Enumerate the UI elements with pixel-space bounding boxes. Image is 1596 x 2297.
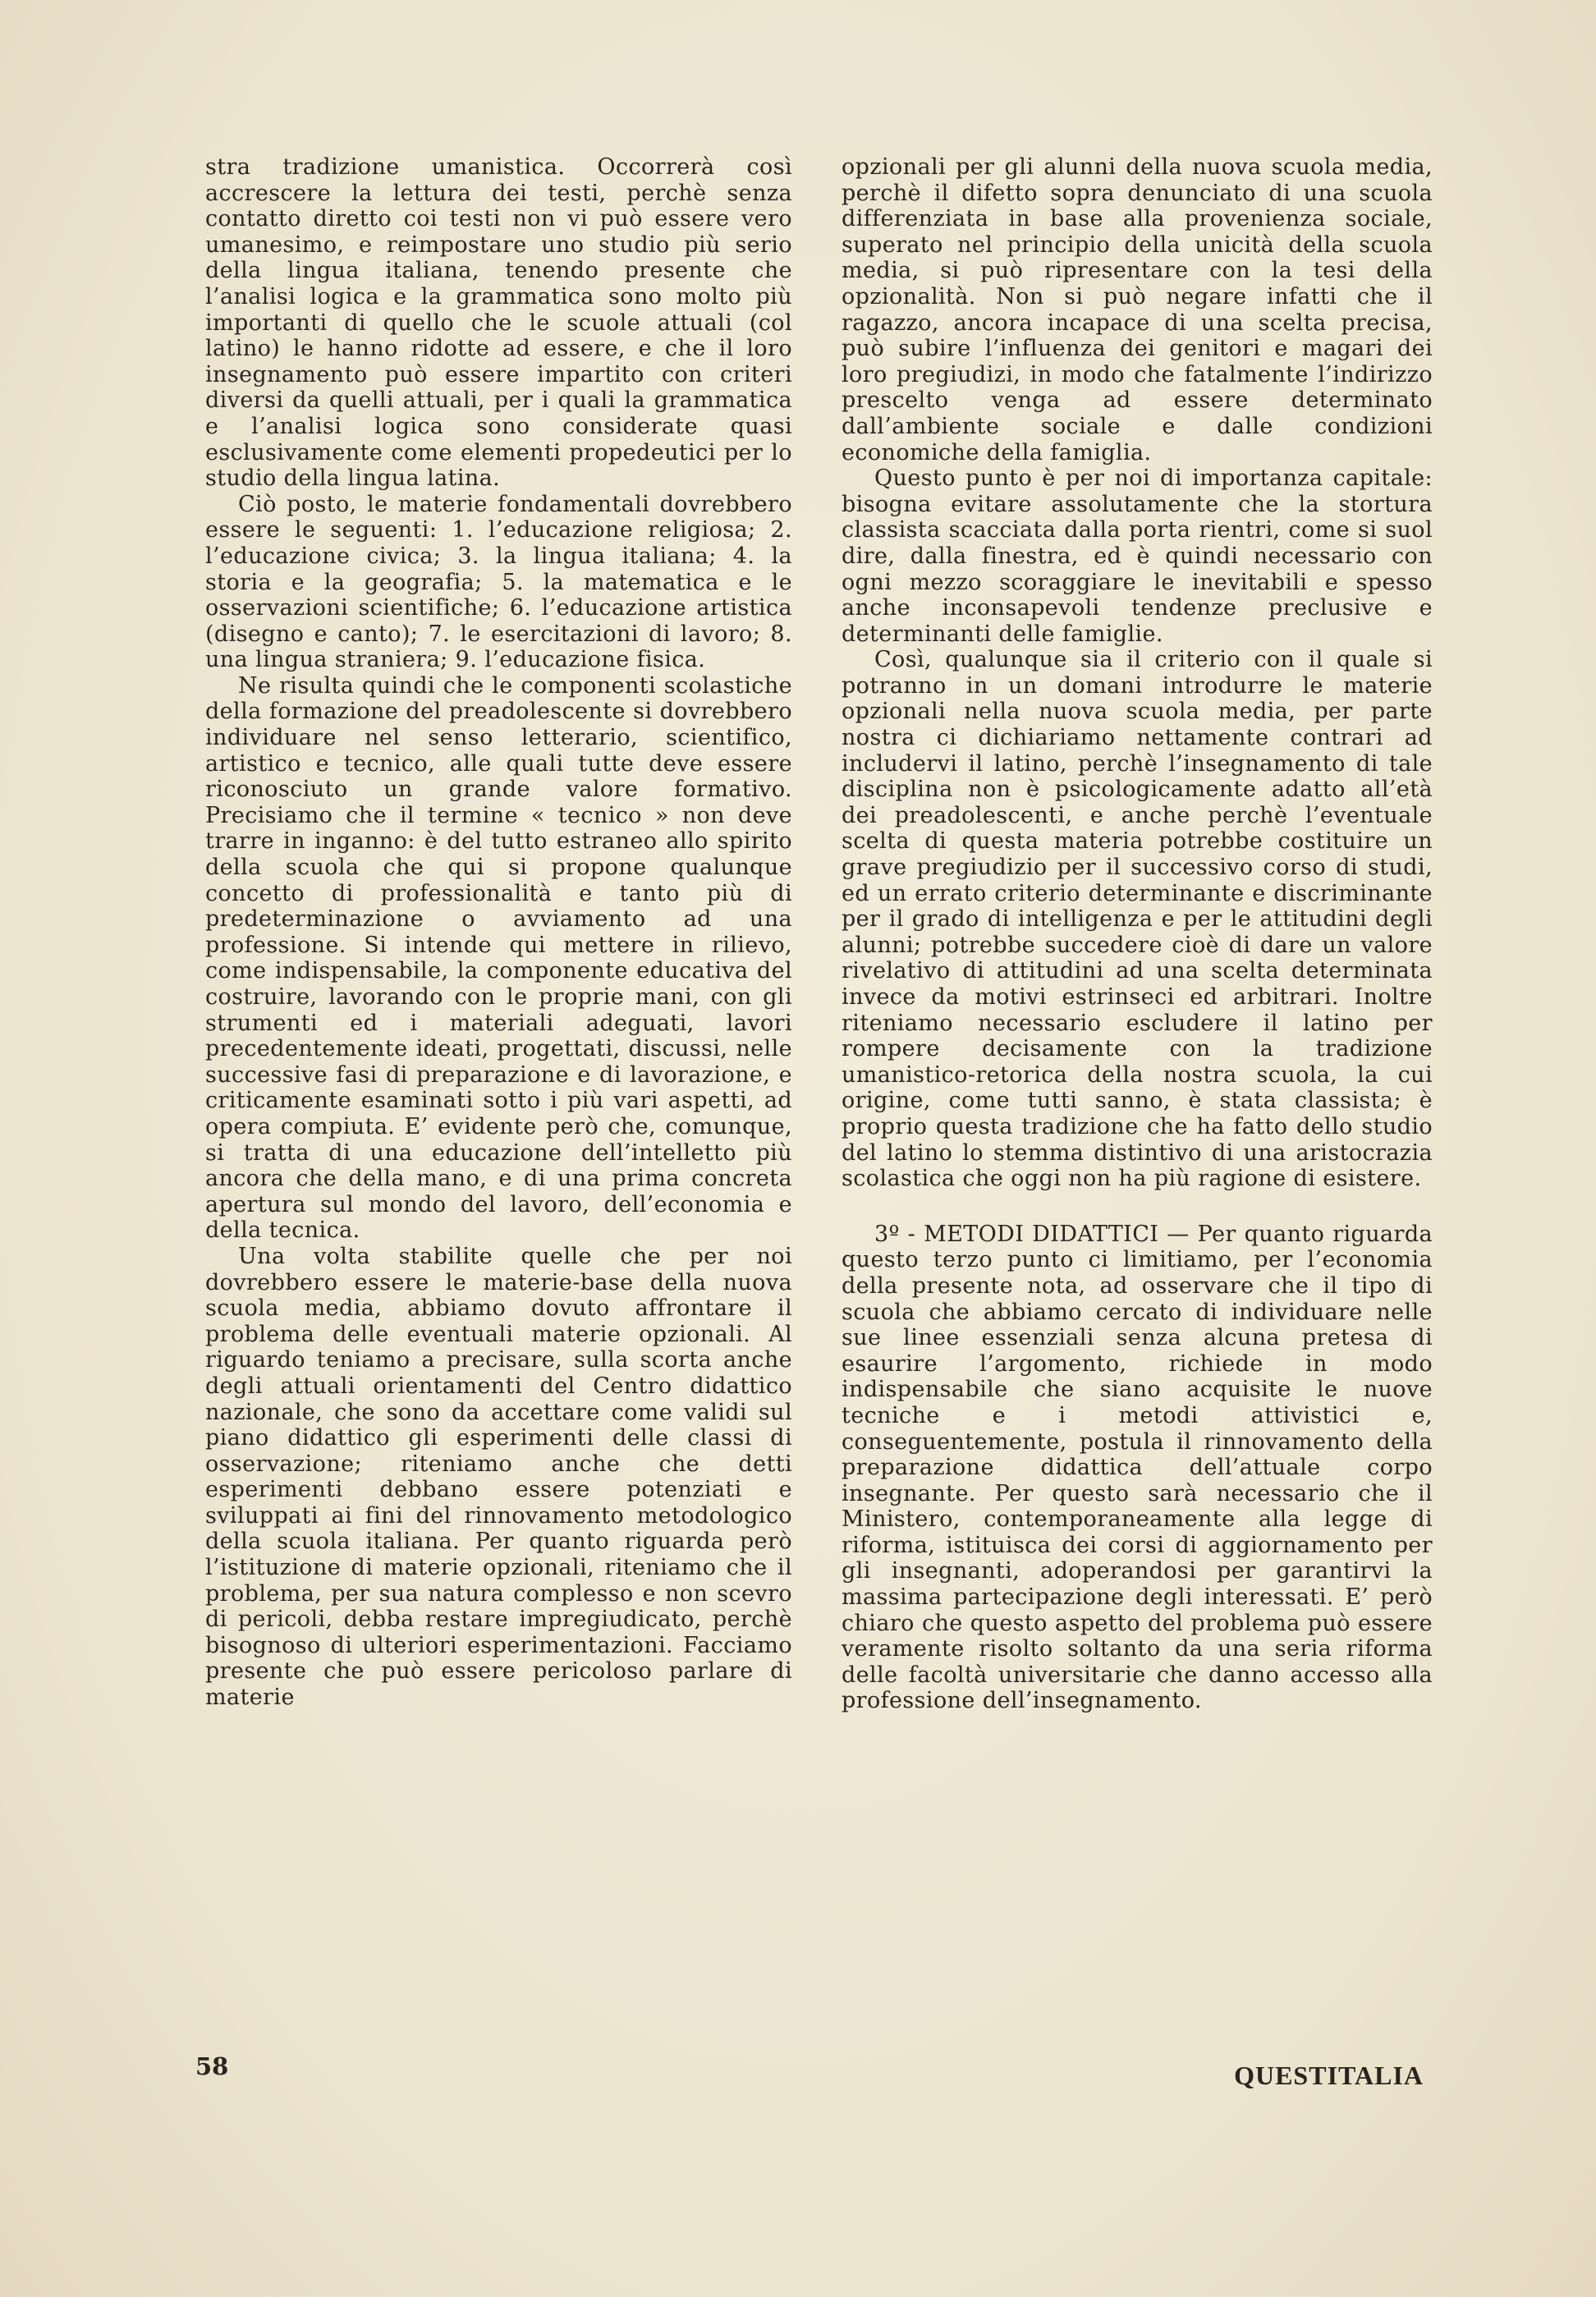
section-paragraph: 3º - METODI DIDATTICI — Per quanto riguarda questo terzo punto ci limitiamo, per l’economia della presente nota, ad osservare che il tipo di scuola che abbiamo cercato di individuare nelle sue linee essenziali senza alcuna pretesa di esaurire l’argomento, richiede in modo indispensabile che siano acquisite le nuove tecniche e i metodi attivistici e, conseguentemente, postula il rinnovamento della preparazione didattica dell’attuale corpo insegnante. Per questo sarà necessario che il Ministero, contemporaneamente alla legge di riforma, istituisca dei corsi di aggiornamento per gli insegnanti, adoperandosi per garantirvi la massima partecipazione degli interessati. E’ però chiaro che questo aspetto del problema può essere veramente risolto soltanto da una seria riforma delle facoltà universitarie che danno accesso alla professione dell’insegnamento. (842, 1221, 1433, 1714)
right-column (842, 154, 1433, 1714)
magazine-name: QUESTITALIA (1234, 2061, 1424, 2090)
left-column (205, 154, 792, 1711)
paragraph: Una volta stabilite quelle che per noi dovrebbero essere le materie-base della nuova scuola media, abbiamo dovuto affrontare il problema delle eventuali materie opzionali. Al riguardo teniamo a precisare, sulla scorta anche degli attuali orientamenti del Centro didattico nazionale, che sono da accettare come validi sul piano didattico gli esperimenti delle classi di osservazione; riteniamo anche che detti esperimenti debbano essere potenziati e sviluppati ai fini del rinnovamento metodologico della scuola italiana. Per quanto riguarda però l’istituzione di materie opzionali, riteniamo che il problema, per sua natura complesso e non scevro di pericoli, debba restare impregiudicato, perchè bisognoso di ulteriori esperimentazioni. Facciamo presente che può essere pericoloso parlare di materie (205, 1243, 792, 1711)
paragraph: Ciò posto, le materie fondamentali dovrebbero essere le seguenti: 1. l’educazione religiosa; 2. l’educazione civica; 3. la lingua italiana; 4. la storia e la geografia; 5. la matematica e le osservazioni scientifiche; 6. l’educazione artistica (disegno e canto); 7. le esercitazioni di lavoro; 8. una lingua straniera; 9. l’educazione fisica. (205, 491, 792, 673)
paragraph: stra tradizione umanistica. Occorrerà così accrescere la lettura dei testi, perchè senza contatto diretto coi testi non vi può essere vero umanesimo, e reimpostare uno studio più serio della lingua italiana, tenendo presente che l’analisi logica e la grammatica sono molto più importanti di quello che le scuole attuali (col latino) le hanno ridotte ad essere, e che il loro insegnamento può essere impartito con criteri diversi da quelli attuali, per i quali la grammatica e l’analisi logica sono considerate quasi esclusivamente come elementi propedeutici per lo studio della lingua latina. (205, 154, 792, 492)
page-number: 58 (195, 2052, 229, 2080)
paragraph: Questo punto è per noi di importanza capitale: bisogna evitare assolutamente che la stortura classista scacciata dalla porta rientri, come si suol dire, dalla finestra, ed è quindi necessario con ogni mezzo scoraggiare le inevitabili e spesso anche inconsapevoli tendenze preclusive e determinanti delle famiglie. (842, 465, 1433, 647)
paragraph: Ne risulta quindi che le componenti scolastiche della formazione del preadolescente si dovrebbero individuare nel senso letterario, scientifico, artistico e tecnico, alle quali tutte deve essere riconosciuto un grande valore formativo. Precisiamo che il termine « tecnico » non deve trarre in inganno: è del tutto estraneo allo spirito della scuola che qui si propone qualunque concetto di professionalità e tanto più di predeterminazione o avviamento ad una professione. Si intende qui mettere in rilievo, come indispensabile, la componente educativa del costruire, lavorando con le proprie mani, con gli strumenti ed i materiali adeguati, lavori precedentemente ideati, progettati, discussi, nelle successive fasi di preparazione e di lavorazione, e criticamente esaminati sotto i più vari aspetti, ad opera compiuta. E’ evidente però che, comunque, si tratta di una educazione dell’intelletto più ancora che della mano, e di una prima concreta apertura sul mondo del lavoro, dell’economia e della tecnica. (205, 672, 792, 1244)
paragraph: Così, qualunque sia il criterio con il quale si potranno in un domani introdurre le materie opzionali nella nuova scuola media, per parte nostra ci dichiariamo nettamente contrari ad includervi il latino, perchè l’insegnamento di tale disciplina non è psicologicamente adatto all’età dei preadolescenti, e anche perchè l’eventuale scelta di questa materia potrebbe costituire un grave pregiudizio per il successivo corso di studi, ed un errato criterio determinante e discriminante per il grado di intelligenza e per le attitudini degli alunni; potrebbe succedere cioè di dare un valore rivelativo di attitudini ad una scelta determinata invece da motivi estrinseci ed arbitrari. Inoltre riteniamo necessario escludere il latino per rompere decisamente con la tradizione umanistico-retorica della nostra scuola, la cui origine, come tutti sanno, è stata classista; è proprio questa tradizione che ha fatto dello studio del latino lo stemma distintivo di una aristocrazia scolastica che oggi non ha più ragione di esistere. (842, 647, 1433, 1192)
paragraph: opzionali per gli alunni della nuova scuola media, perchè il difetto sopra denunciato di una scuola differenziata in base alla provenienza sociale, superato nel principio della unicità della scuola media, si può ripresentare con la tesi della opzionalità. Non si può negare infatti che il ragazzo, ancora incapace di una scelta precisa, può subire l’influenza dei genitori e magari dei loro pregiudizi, in modo che fatalmente l’indirizzo prescelto venga ad essere determinato dall’ambiente sociale e dalle condizioni economiche della famiglia. (842, 154, 1433, 465)
